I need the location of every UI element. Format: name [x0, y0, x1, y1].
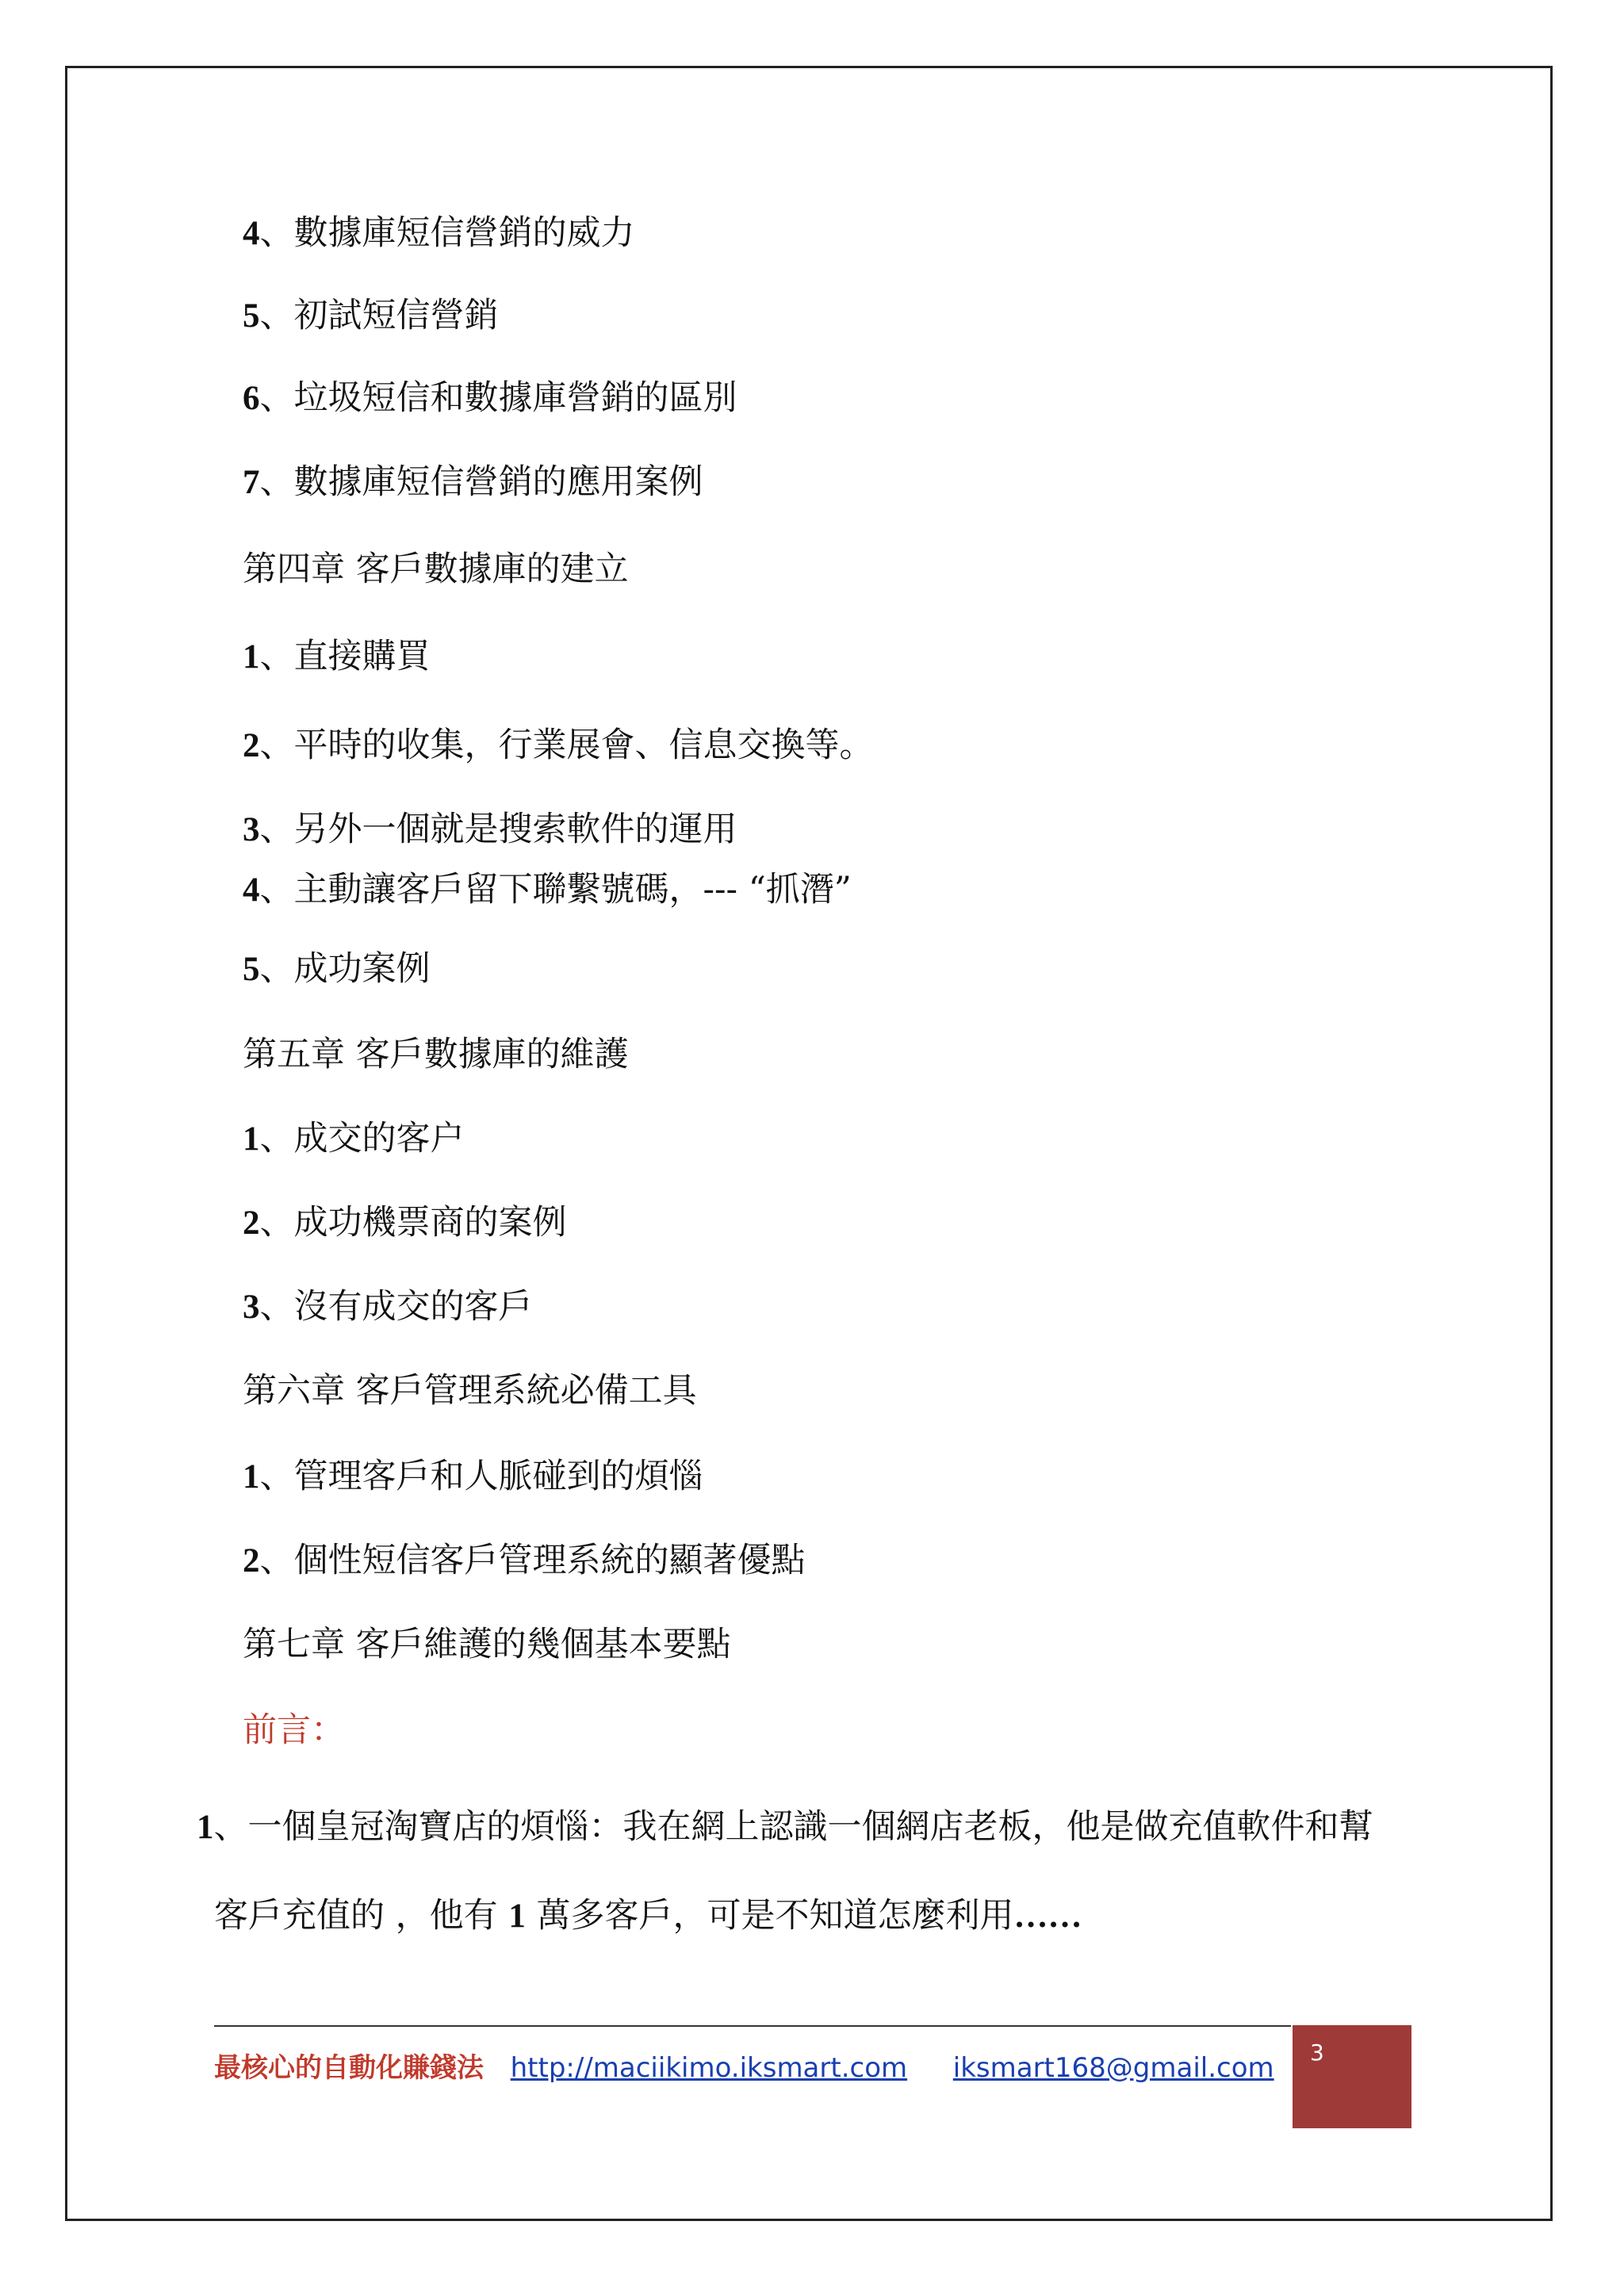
page-number: 3 [1310, 2039, 1324, 2066]
toc-text: 、管理客戶和人脈碰到的煩惱 [259, 1457, 703, 1496]
toc-line [243, 807, 737, 852]
chapter-title: 第七章 客戶維護的幾個基本要點 [243, 1625, 731, 1664]
toc-number: 3 [243, 811, 260, 848]
toc-text: 、成交的客户 [259, 1119, 465, 1158]
toc-text: 、成功案例 [259, 949, 431, 989]
paragraph-ellipsis: …… [1013, 1898, 1082, 1935]
chapter-heading [243, 1369, 697, 1413]
toc-number: 6 [243, 380, 260, 417]
toc-text: 、另外一個就是搜索軟件的運用 [259, 810, 737, 849]
toc-line [243, 293, 499, 339]
toc-number: 4 [243, 215, 260, 252]
footer-title: 最核心的自動化賺錢法 [214, 2052, 484, 2084]
toc-text: 、沒有成交的客戶 [259, 1287, 533, 1327]
paragraph-number: 1 [508, 1898, 526, 1935]
paragraph-number: 1 [197, 1809, 214, 1846]
toc-number: 4 [243, 871, 260, 909]
chapter-title: 第六章 客戶管理系統必備工具 [243, 1371, 697, 1411]
toc-line [243, 1116, 465, 1162]
toc-number: 7 [243, 464, 260, 501]
toc-line [243, 1454, 703, 1499]
toc-text: 、數據庫短信營銷的應用案例 [259, 462, 703, 502]
chapter-title: 第五章 客戶數據庫的維護 [243, 1035, 629, 1074]
toc-number: 2 [243, 1204, 260, 1242]
toc-line [243, 1538, 806, 1584]
toc-line [243, 211, 635, 256]
preface-label: 前言： [243, 1710, 345, 1750]
toc-text: 、數據庫短信營銷的威力 [259, 213, 635, 253]
footer [214, 2046, 1274, 2085]
toc-text: 、平時的收集，行業展會、信息交換等。 [259, 726, 874, 765]
toc-text: 、主動讓客戶留下聯繫號碼，--- “抓潛” [259, 870, 852, 910]
toc-line [243, 867, 852, 913]
toc-number: 1 [243, 638, 260, 676]
paragraph-line [197, 1805, 1373, 1850]
chapter-heading [243, 547, 629, 592]
toc-line [243, 947, 431, 992]
toc-line [243, 1201, 567, 1246]
toc-text: 、直接購買 [259, 637, 431, 676]
footer-url-link[interactable]: http://maciikimo.iksmart.com [510, 2052, 908, 2084]
paragraph-text: 、一個皇冠淘寶店的煩惱：我在網上認識一個網店老板，他是做充值軟件和幫 [213, 1807, 1373, 1847]
footer-email-link[interactable]: iksmart168@gmail.com [952, 2052, 1274, 2084]
toc-number: 3 [243, 1289, 260, 1326]
toc-line [243, 634, 431, 680]
paragraph-text: 客戶充值的 ，他有 [214, 1896, 509, 1936]
chapter-title: 第四章 客戶數據庫的建立 [243, 550, 629, 589]
toc-number: 2 [243, 727, 260, 764]
toc-text: 、初試短信營銷 [259, 296, 499, 335]
toc-line [243, 376, 737, 421]
toc-number: 5 [243, 951, 260, 988]
toc-text: 、垃圾短信和數據庫營銷的區別 [259, 378, 737, 418]
page-number-box [1293, 2025, 1411, 2128]
toc-line [243, 460, 703, 505]
toc-text: 、個性短信客戶管理系統的顯著優點 [259, 1541, 806, 1580]
toc-number: 1 [243, 1458, 260, 1496]
chapter-heading [243, 1032, 629, 1077]
toc-number: 1 [243, 1120, 260, 1158]
paragraph-line [214, 1894, 1082, 1939]
toc-text: 、成功機票商的案例 [259, 1203, 567, 1243]
chapter-heading [243, 1622, 731, 1667]
toc-line [243, 1285, 533, 1330]
toc-number: 2 [243, 1542, 260, 1580]
paragraph-text: 萬多客戶，可是不知道怎麼利用 [525, 1896, 1014, 1936]
toc-line [243, 723, 874, 768]
footer-divider [214, 2025, 1291, 2027]
toc-number: 5 [243, 297, 260, 335]
